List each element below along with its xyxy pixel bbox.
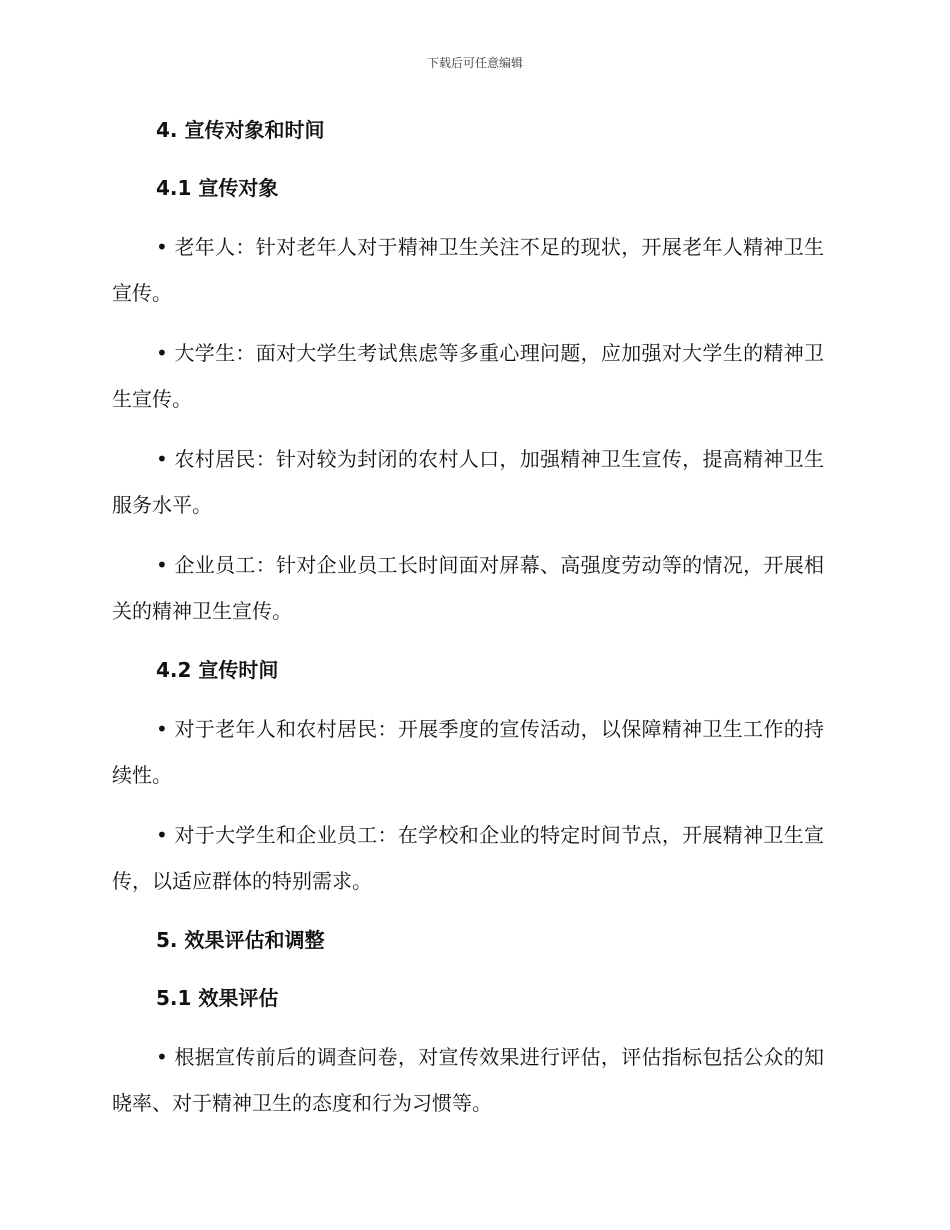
document-body: [112, 108, 824, 1140]
section-5-heading: 5. 效果评估和调整: [156, 928, 325, 952]
section-4-heading: 4. 宣传对象和时间: [156, 118, 325, 142]
timing-elderly-rural-paragraph: • 对于老年人和农村居民：开展季度的宣传活动，以保障精神卫生工作的持续性。: [112, 717, 824, 787]
timing-students-employees-paragraph: • 对于大学生和企业员工：在学校和企业的特定时间节点，开展精神卫生宣传，以适应群体的特别需求。: [112, 823, 824, 893]
audience-rural-paragraph: • 农村居民：针对较为封闭的农村人口，加强精神卫生宣传，提高精神卫生服务水平。: [112, 447, 824, 517]
audience-students-paragraph: • 大学生：面对大学生考试焦虑等多重心理问题，应加强对大学生的精神卫生宣传。: [112, 341, 824, 411]
section-4-2-heading: 4.2 宣传时间: [156, 658, 279, 682]
section-4-1-heading: 4.1 宣传对象: [156, 176, 279, 200]
section-5-1-heading: 5.1 效果评估: [156, 986, 279, 1010]
audience-employees-paragraph: • 企业员工：针对企业员工长时间面对屏幕、高强度劳动等的情况，开展相关的精神卫生宣传。: [112, 553, 824, 623]
evaluation-paragraph: • 根据宣传前后的调查问卷，对宣传效果进行评估，评估指标包括公众的知晓率、对于精神卫生的态度和行为习惯等。: [112, 1045, 824, 1115]
page-header-note: 下载后可任意编辑: [426, 56, 523, 70]
audience-elderly-paragraph: • 老年人：针对老年人对于精神卫生关注不足的现状，开展老年人精神卫生宣传。: [112, 235, 824, 305]
